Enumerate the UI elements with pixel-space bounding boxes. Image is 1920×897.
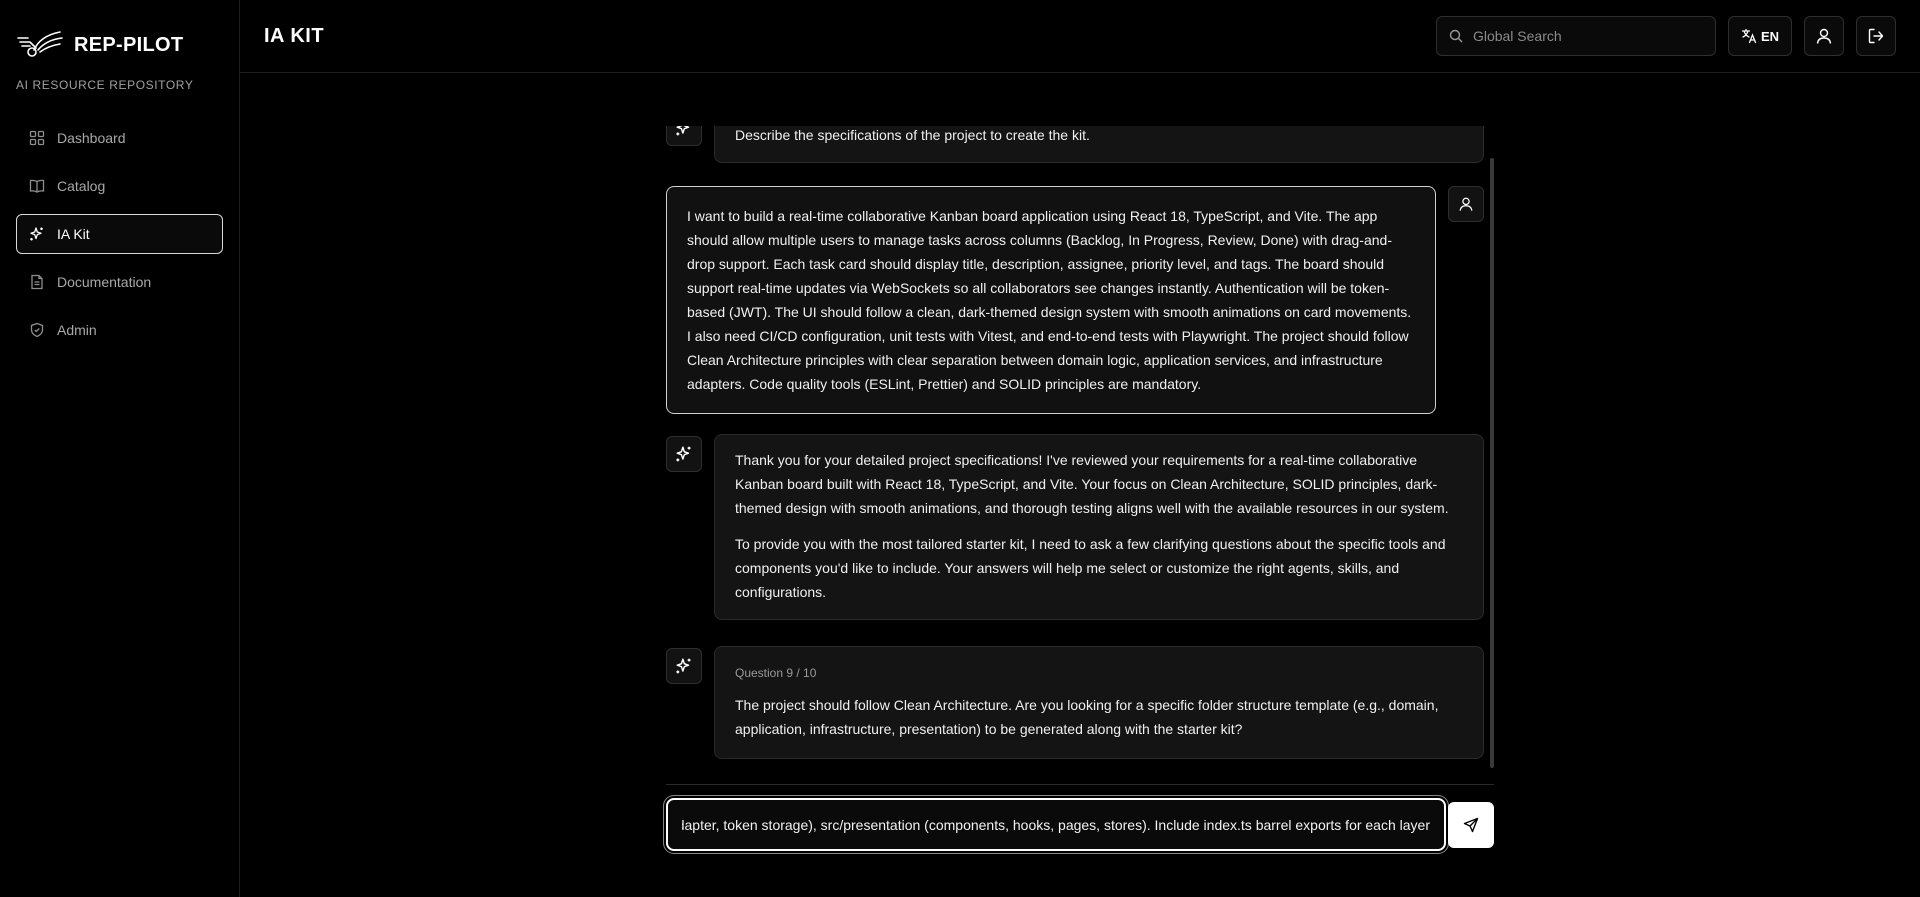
sidebar-item-label: Dashboard xyxy=(57,130,126,146)
sidebar-item-ia-kit[interactable] xyxy=(16,214,223,254)
question-counter: Question 9 / 10 xyxy=(735,666,817,680)
language-label: EN xyxy=(1760,28,1779,44)
profile-button[interactable] xyxy=(1804,16,1844,56)
sidebar-item-label: Admin xyxy=(57,322,97,338)
composer-divider xyxy=(666,784,1494,785)
user-message xyxy=(666,186,1436,414)
sidebar-item-catalog[interactable] xyxy=(16,166,223,206)
chat-scrollbar[interactable] xyxy=(1490,158,1494,768)
user-icon xyxy=(1815,27,1833,45)
dashboard-icon xyxy=(29,130,45,146)
send-icon xyxy=(1463,817,1479,833)
search-input[interactable] xyxy=(1473,28,1693,44)
brand-name: REP-PILOT xyxy=(74,33,184,56)
brand[interactable] xyxy=(0,0,239,62)
assistant-question-message xyxy=(714,646,1484,759)
sidebar xyxy=(0,0,240,897)
sidebar-item-label: Catalog xyxy=(57,178,106,194)
send-button[interactable] xyxy=(1448,802,1494,848)
message-text: I want to build a real-time collaborative Kanban board application using React 18, TypeScript, and Vite. The app should allow multiple users to manage tasks across columns (Backlog, In Progress, Review, Done) with drag-and-drop support. Each task card should display title, description, assignee, priority level, and tags. The board should support real-time updates via WebSockets so all collaborators see changes instantly. Authentication will be token-based (JWT). The UI should follow a clean, dark-themed design system with smooth animations on card movements. I also need CI/CD configuration, unit tests with Vitest, and end-to-end tests with Playwright. The project should follow Clean Architecture principles with clear separation between domain logic, application services, and infrastructure adapters. Code quality tools (ESLint, Prettier) and SOLID principles are mandatory. xyxy=(687,208,1412,392)
message-input[interactable] xyxy=(682,817,1430,833)
topbar xyxy=(240,0,1920,73)
user-avatar xyxy=(1448,186,1484,222)
sidebar-item-documentation[interactable] xyxy=(16,262,223,302)
sidebar-item-label: Documentation xyxy=(57,274,152,290)
sidebar-item-label: IA Kit xyxy=(57,226,90,242)
translate-icon xyxy=(1741,28,1757,44)
logout-button[interactable] xyxy=(1856,16,1896,56)
sparkles-icon xyxy=(675,445,693,463)
logout-icon xyxy=(1867,27,1885,45)
document-icon xyxy=(29,274,45,290)
assistant-message xyxy=(714,434,1484,620)
book-icon xyxy=(29,178,45,194)
search-icon xyxy=(1449,29,1463,43)
message-input-box[interactable] xyxy=(666,798,1446,851)
language-switch-button[interactable] xyxy=(1728,16,1792,56)
topbar-actions xyxy=(1436,16,1896,56)
assistant-avatar xyxy=(666,436,702,472)
sidebar-item-dashboard[interactable] xyxy=(16,118,223,158)
shield-icon xyxy=(29,322,45,338)
sparkles-icon xyxy=(675,126,693,137)
pilot-wings-logo-icon xyxy=(16,28,64,62)
sidebar-nav xyxy=(0,92,239,350)
message-text: Describe the specifications of the project to create the kit. xyxy=(735,127,1090,143)
sparkles-icon xyxy=(29,226,45,242)
chat-thread[interactable] xyxy=(666,126,1494,784)
message-text: The project should follow Clean Architecture. Are you looking for a specific folder structure template (e.g., domain, application, infrastructure, presentation) to be generated along with the starter kit? xyxy=(735,697,1439,737)
assistant-avatar xyxy=(666,126,702,146)
brand-subtitle: AI RESOURCE REPOSITORY xyxy=(16,78,194,92)
message-paragraph: Thank you for your detailed project specifications! I've reviewed your requirements for a real-time collaborative Kanban board built with React 18, TypeScript, and Vite. Your focus on Clean Architecture, SOLID principles, dark-themed design with smooth animations, and thorough testing aligns well with the available resources in our system. xyxy=(735,452,1449,516)
message-composer xyxy=(666,798,1494,851)
sparkles-icon xyxy=(675,657,693,675)
page-title: IA KIT xyxy=(264,24,325,47)
global-search[interactable] xyxy=(1436,16,1716,56)
sidebar-item-admin[interactable] xyxy=(16,310,223,350)
user-icon xyxy=(1458,196,1474,212)
message-paragraph: To provide you with the most tailored starter kit, I need to ask a few clarifying questions about the specific tools and components you'd like to include. Your answers will help me select or customize the right agents, skills, and configurations. xyxy=(735,536,1446,600)
assistant-message xyxy=(714,126,1484,163)
assistant-avatar xyxy=(666,648,702,684)
